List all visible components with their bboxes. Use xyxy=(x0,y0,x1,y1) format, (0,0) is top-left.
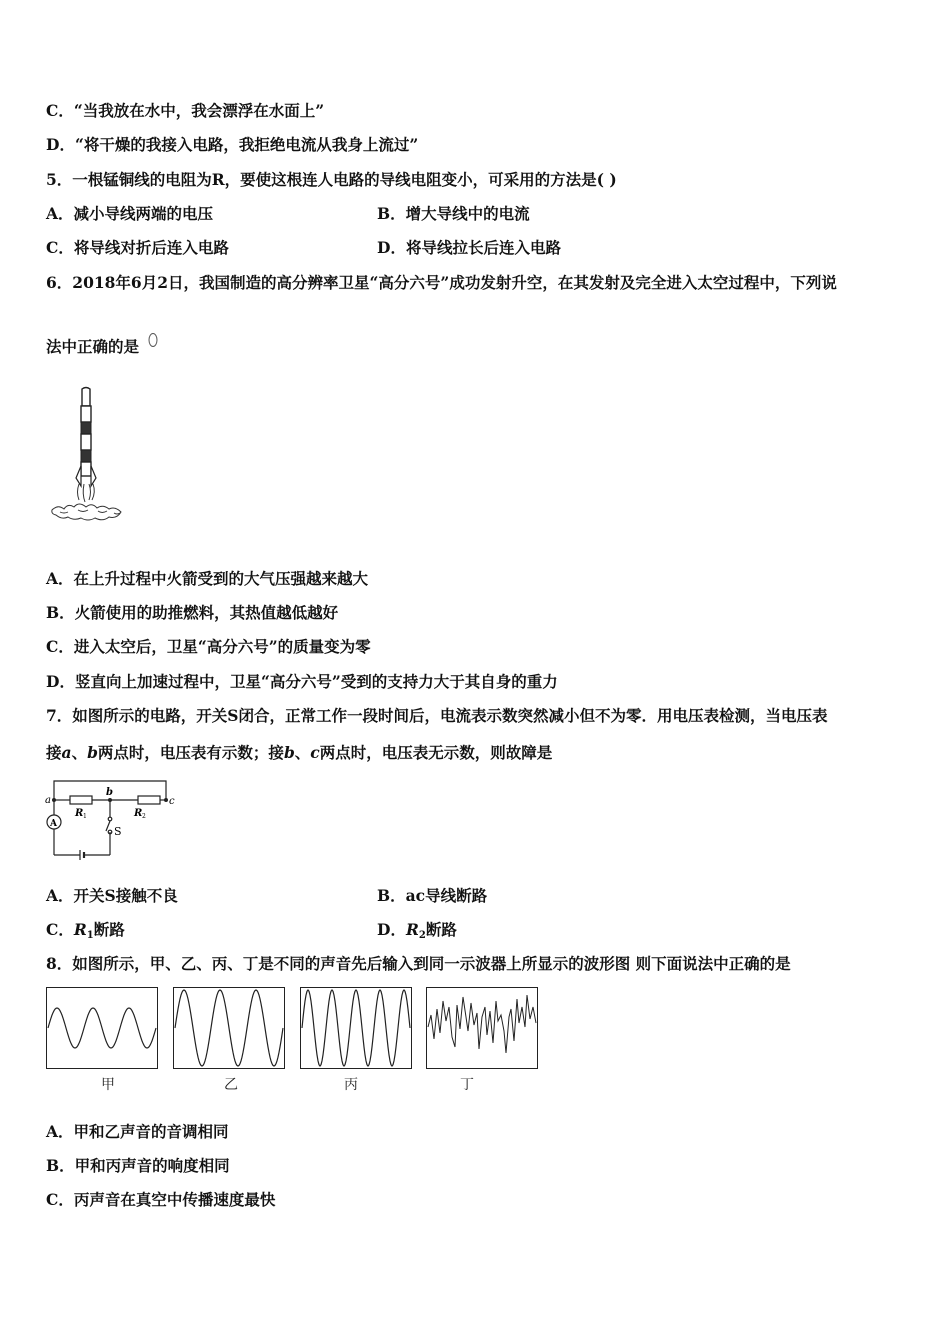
waveform-yi xyxy=(173,987,285,1069)
circuit-label-b: b xyxy=(106,787,113,798)
q7-option-c: C．$R_1$断路 xyxy=(46,920,125,941)
waveform-jia xyxy=(46,987,158,1069)
q4-option-c: C．“当我放在水中，我会漂浮在水面上” xyxy=(46,101,325,120)
circuit-diagram xyxy=(44,775,184,867)
waveform-bing xyxy=(300,987,412,1069)
q8-option-b: B．甲和丙声音的响度相同 xyxy=(46,1156,230,1175)
q8-option-c: C．丙声音在真空中传播速度最快 xyxy=(46,1190,276,1209)
q5-option-a: A．减小导线两端的电压 xyxy=(46,204,214,223)
caption-bing: 丙 xyxy=(344,1077,358,1093)
rocket-illustration xyxy=(48,386,132,528)
q7-option-d: D．$R_2$断路 xyxy=(377,920,457,941)
q5-option-c: C．将导线对折后连入电路 xyxy=(46,238,229,257)
q8-option-a: A．甲和乙声音的音调相同 xyxy=(46,1122,229,1141)
circuit-label-c: c xyxy=(169,796,175,807)
q6-option-c: C．进入太空后，卫星“高分六号”的质量变为零 xyxy=(46,637,371,656)
q7-option-a: A．开关S接触不良 xyxy=(46,886,178,905)
circuit-label-r1-sub: 1 xyxy=(83,813,87,820)
ammeter-icon: A xyxy=(50,819,57,829)
circuit-label-a: a xyxy=(45,795,51,806)
q7-stem-line1: 7．如图所示的电路，开关S闭合，正常工作一段时间后，电流表示数突然减小但不为零．用电压表检测，当电压表 xyxy=(46,706,828,725)
q5-option-b: B．增大导线中的电流 xyxy=(377,204,530,223)
caption-jia: 甲 xyxy=(101,1077,115,1093)
q7-option-b: B．ac导线断路 xyxy=(377,886,488,905)
q6-stem-line2: 法中正确的是 xyxy=(46,337,140,356)
circuit-label-r2-sub: 2 xyxy=(142,813,146,820)
switch-label: S xyxy=(114,825,122,838)
q5-stem: 5．一根锰铜线的电阻为R，要使这根连人电路的导线电阻变小，可采用的方法是( ) xyxy=(46,170,617,189)
q4-option-d: D．“将干燥的我接入电路，我拒绝电流从我身上流过” xyxy=(46,135,419,154)
circuit-label-r2: R xyxy=(134,808,143,819)
q6-option-b: B．火箭使用的助推燃料，其热值越低越好 xyxy=(46,603,339,622)
q6-option-a: A．在上升过程中火箭受到的大气压强越来越大 xyxy=(46,569,369,588)
caption-yi: 乙 xyxy=(224,1077,238,1093)
q6-stem-line1: 6．2018年6月2日，我国制造的高分辨率卫星“高分六号”成功发射升空，在其发射及完全进入太空过程中，下列说 xyxy=(46,273,837,292)
node-c xyxy=(164,798,168,802)
q7-stem-line2: 接a、b两点时，电压表有示数；接b、c两点时，电压表无示数，则故障是 xyxy=(46,743,553,762)
caption-ding: 丁 xyxy=(460,1077,474,1093)
answer-blank-icon xyxy=(146,332,160,350)
q8-stem: 8．如图所示，甲、乙、丙、丁是不同的声音先后输入到同一示波器上所显示的波形图 则下面说法中正确的是 xyxy=(46,954,791,973)
q6-option-d: D．竖直向上加速过程中，卫星“高分六号”受到的支持力大于其自身的重力 xyxy=(46,672,558,691)
node-a xyxy=(52,798,56,802)
circuit-label-r1: R xyxy=(75,808,84,819)
waveform-ding xyxy=(426,987,538,1069)
q5-option-d: D．将导线拉长后连入电路 xyxy=(377,238,561,257)
node-b xyxy=(108,798,112,802)
